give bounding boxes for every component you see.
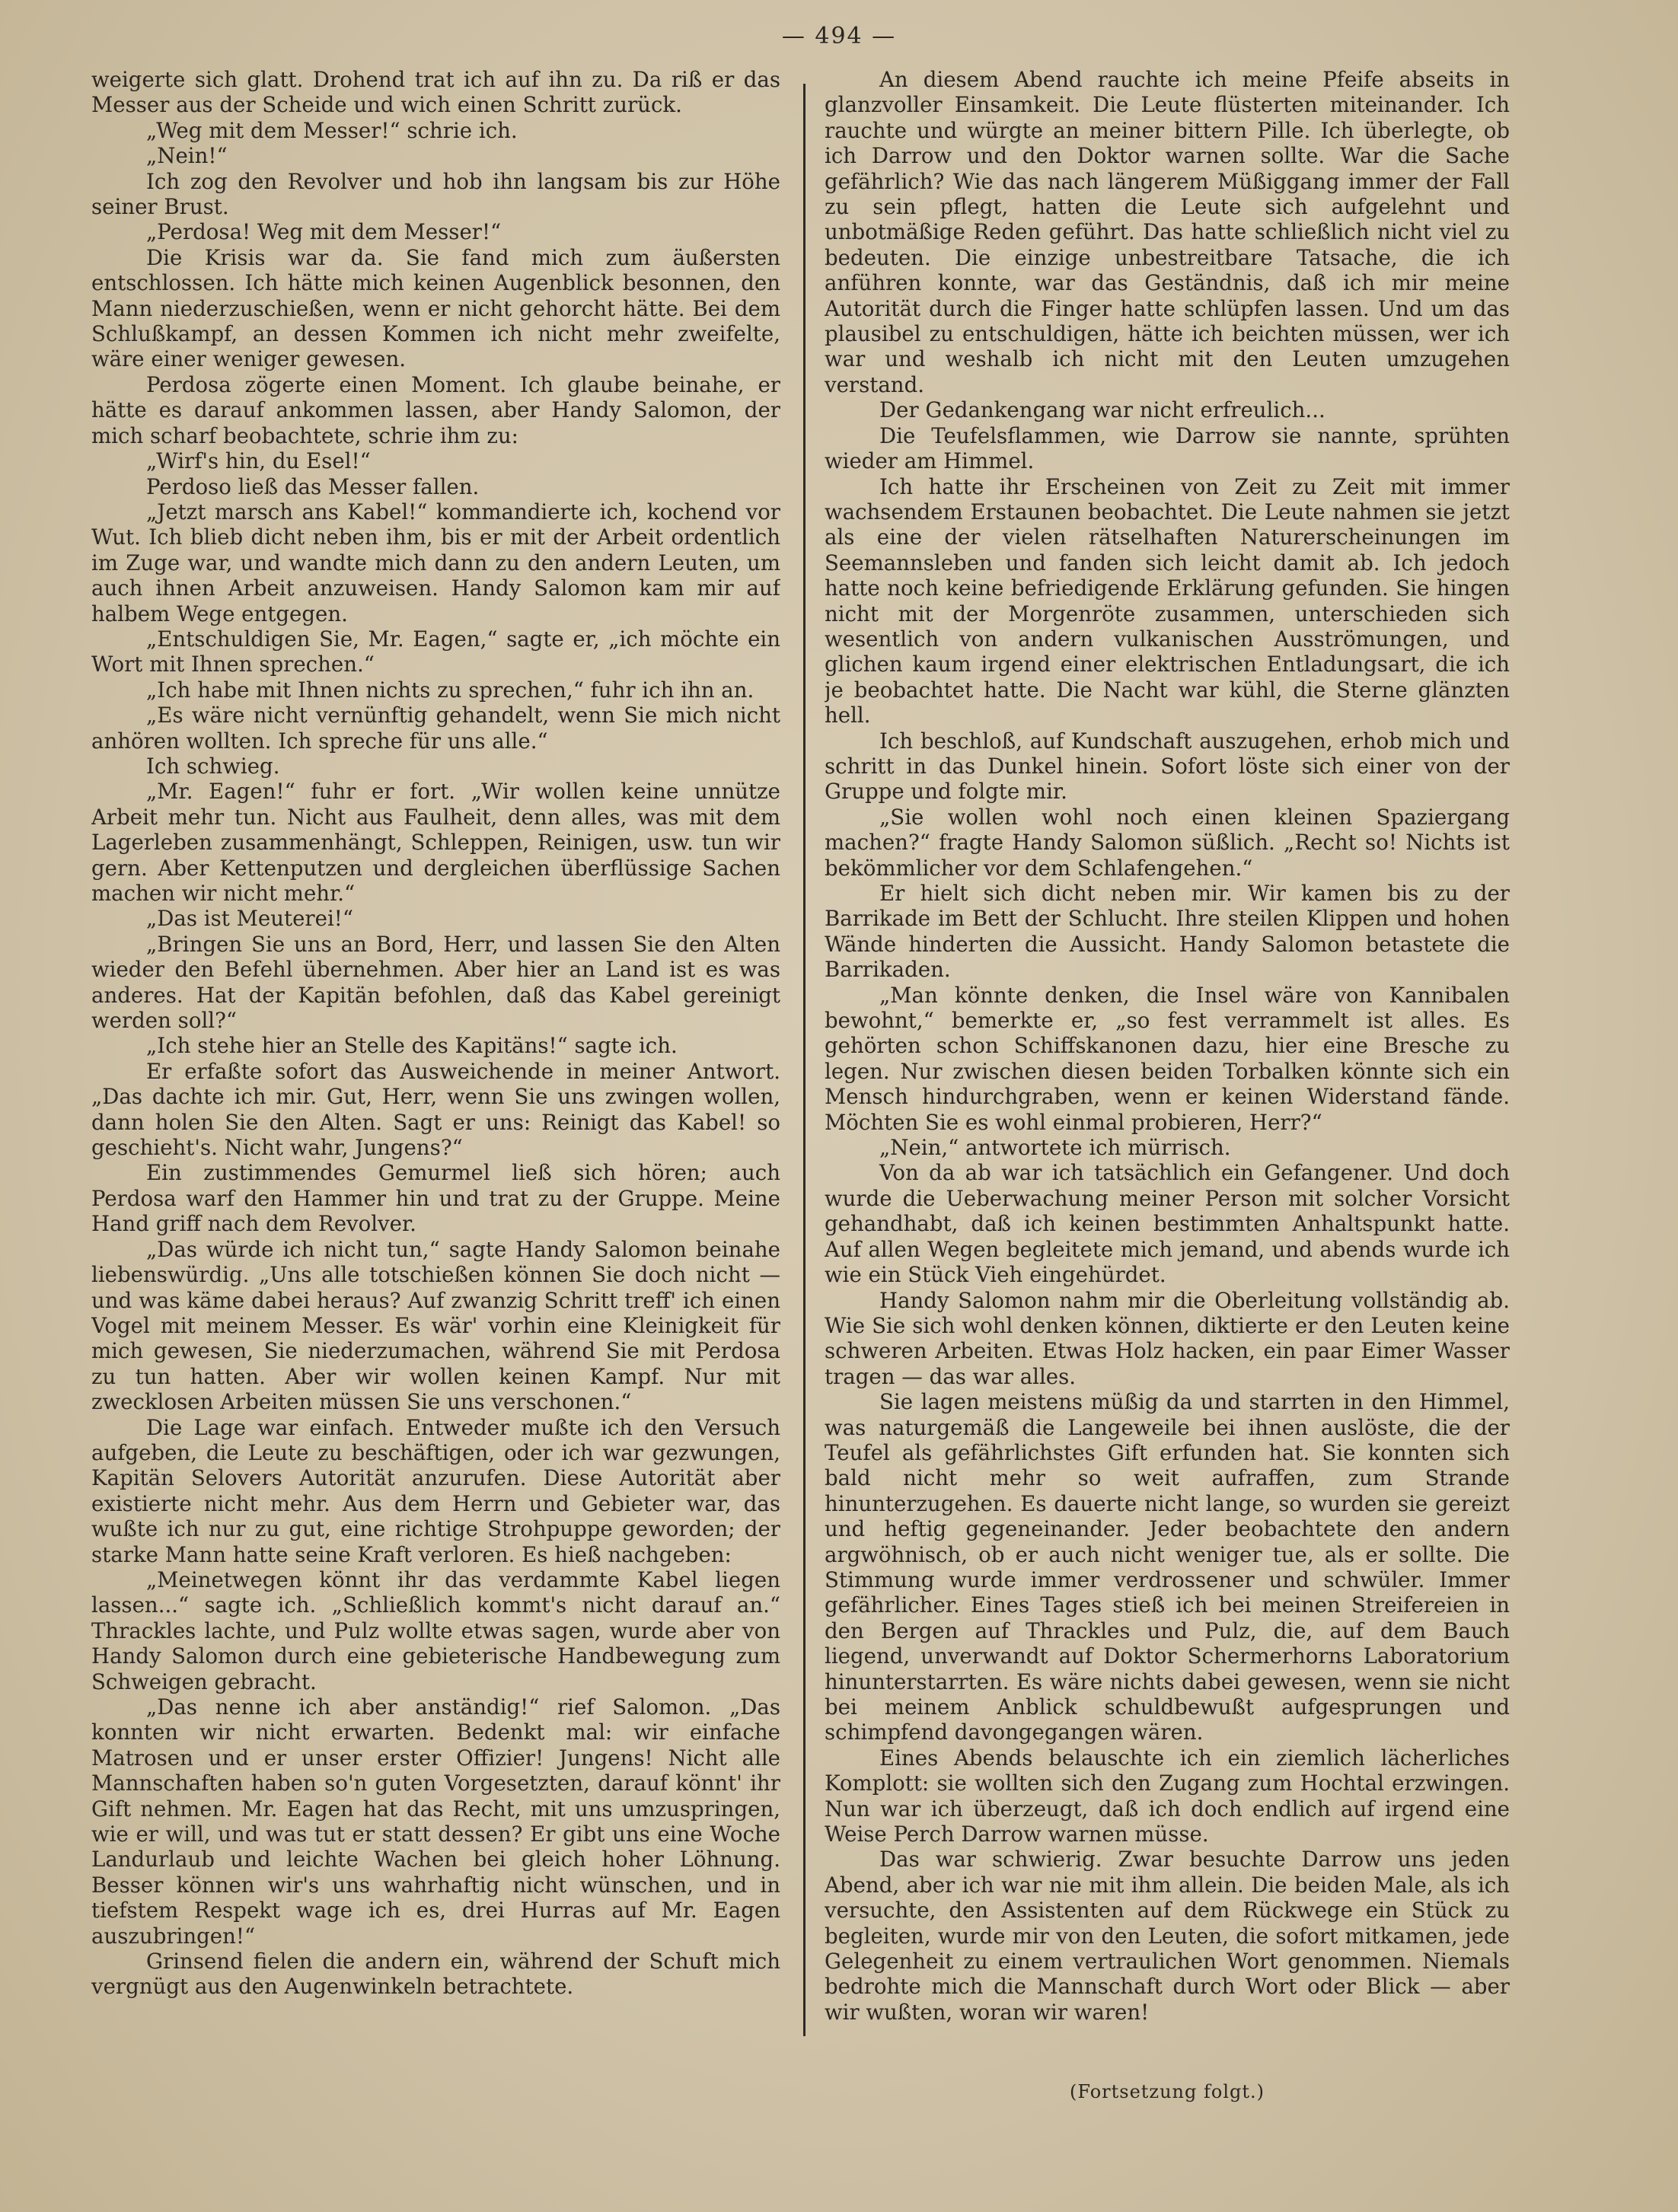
paragraph: Perdosa zögerte einen Moment. Ich glaube beinahe, er hätte es darauf ankommen lassen, aber Handy Salomon, der mich scharf beobachtete, schrie ihm zu: (91, 371, 780, 448)
paragraph: Der Gedankengang war nicht erfreulich... (879, 397, 1325, 423)
paragraph: Die Teufelsflammen, wie Darrow sie nannte, sprühten wieder am Himmel. (825, 422, 1510, 474)
paragraph: Grinsend fielen die andern ein, während der Schuft mich vergnügt aus den Augenwinkeln betrachtete. (91, 1949, 780, 2000)
paragraph: Eines Abends belauschte ich ein ziemlich lächerliches Komplott: sie wollten sich den Zugang zum Hochtal erzwingen. Nun war ich überzeugt, daß ich doch endlich auf irgend eine Weise Perch Darrow warnen müsse. (825, 1745, 1510, 1847)
paragraph: weigerte sich glatt. Drohend trat ich auf ihn zu. Da riß er das Messer aus der Scheide und wich einen Schritt zurück. (91, 67, 780, 118)
paragraph: Von da ab war ich tatsächlich ein Gefangener. Und doch wurde die Ueberwachung meiner Person mit solcher Vorsicht gehandhabt, daß ich keinen bestimmten Anhaltspunkt hatte. Auf allen Wegen begleitete mich jemand, und abends wurde ich wie ein Stück Vieh eingehürdet. (825, 1160, 1510, 1288)
paragraph: „Perdosa! Weg mit dem Messer!“ (146, 219, 502, 245)
left-text-column (91, 67, 780, 2115)
paragraph: „Nein,“ antwortete ich mürrisch. (879, 1135, 1231, 1161)
paragraph: Ich schwieg. (146, 753, 280, 779)
paragraph: Sie lagen meistens müßig da und starrten in den Himmel, was naturgemäß die Langeweile bei ihnen auslöste, die der Teufel als gefährlichstes Gift erfunden hat. Sie konnten sich bald nicht mehr so weit aufraffen, zum Strande hinunterzugehen. Es dauerte nicht lange, so wurden sie gereizt und heftig gegeneinander. Jeder beobachtete den andern argwöhnisch, ob er auch nicht weniger tue, als er sollte. Die Stimmung wurde immer verdrossener und schwüler. Immer gefährlicher. Eines Tages stieß ich bei meinen Streifereien in den Bergen auf Thrackles und Pulz, die, auf dem Bauch liegend, unverwandt auf Doktor Schermerhorns Laboratorium hinunterstarrten. Es wäre nichts dabei gewesen, wenn sie nicht bei meinem Anblick schuldbewußt aufgesprungen und schimpfend davongegangen wären. (825, 1389, 1510, 1745)
paragraph: Die Krisis war da. Sie fand mich zum äußersten entschlossen. Ich hätte mich keinen Augenblick besonnen, den Mann niederzuschießen, wenn er nicht gehorcht hätte. Bei dem Schlußkampf, an dessen Kommen ich nicht mehr zweifelte, wäre einer weniger gewesen. (91, 244, 780, 372)
right-text-column (825, 67, 1510, 2115)
paragraph: „Jetzt marsch ans Kabel!“ kommandierte ich, kochend vor Wut. Ich blieb dicht neben ihm, bis er mit der Arbeit ordentlich im Zuge war, und wandte mich dann zu den andern Leuten, um auch ihnen Arbeit anzuweisen. Handy Salomon kam mir auf halbem Wege entgegen. (91, 499, 780, 626)
paragraph: Ich hatte ihr Erscheinen von Zeit zu Zeit mit immer wachsendem Erstaunen beobachtet. Die Leute nahmen sie jetzt als eine der vielen rätselhaften Naturerscheinungen im Seemannsleben und fanden sich leicht damit ab. Ich jedoch hatte noch keine befriedigende Erklärung gefunden. Sie hingen nicht mit der Morgenröte zusammen, unterschieden sich wesentlich von andern vulkanischen Ausströmungen, und glichen kaum irgend einer elektrischen Entladungsart, die ich je beobachtet hatte. Die Nacht war kühl, die Sterne glänzten hell. (825, 473, 1510, 728)
paragraph: „Nein!“ (146, 143, 228, 169)
paragraph: „Meinetwegen könnt ihr das verdammte Kabel liegen lassen...“ sagte ich. „Schließlich kommt's nicht darauf an.“ Thrackles lachte, und Pulz wollte etwas sagen, wurde aber von Handy Salomon durch eine gebieterische Handbewegung zum Schweigen gebracht. (91, 1567, 780, 1694)
paragraph: „Ich habe mit Ihnen nichts zu sprechen,“ fuhr ich ihn an. (146, 677, 754, 703)
paragraph: Perdoso ließ das Messer fallen. (146, 473, 480, 499)
paragraph: Ein zustimmendes Gemurmel ließ sich hören; auch Perdosa warf den Hammer hin und trat zu der Gruppe. Meine Hand griff nach dem Revolver. (91, 1160, 780, 1237)
paragraph: „Mr. Eagen!“ fuhr er fort. „Wir wollen keine unnütze Arbeit mehr tun. Nicht aus Faulheit, denn alles, was mit dem Lagerleben zusammenhängt, Schleppen, Reinigen, usw. tun wir gern. Aber Kettenputzen und dergleichen überflüssige Sachen machen wir nicht mehr.“ (91, 779, 780, 906)
paragraph: „Das nenne ich aber anständig!“ rief Salomon. „Das konnten wir nicht erwarten. Bedenkt mal: wir einfache Matrosen und er unser erster Offizier! Jungens! Nicht alle Mannschaften haben so'n guten Vorgesetzten, darauf könnt' ihr Gift nehmen. Mr. Eagen hat das Recht, mit uns umzuspringen, wie er will, und was tut er statt dessen? Er gibt uns eine Woche Landurlaub und leichte Wachen bei gleich hoher Löhnung. Besser können wir's uns wahrhaftig nicht wünschen, und in tiefstem Respekt wage ich es, drei Hurras auf Mr. Eagen auszubringen!“ (91, 1694, 780, 1949)
paragraph: „Man könnte denken, die Insel wäre von Kannibalen bewohnt,“ bemerkte er, „so fest verrammelt ist alles. Es gehörten schon Schiffskanonen dazu, hier eine Bresche zu legen. Nur zwischen diesen beiden Torbalken könnte sich ein Mensch hindurchgraben, wenn er keinen Widerstand fände. Möchten Sie es wohl einmal probieren, Herr?“ (825, 982, 1510, 1135)
paragraph: „Bringen Sie uns an Bord, Herr, und lassen Sie den Alten wieder den Befehl übernehmen. Aber hier an Land ist es was anderes. Hat der Kapitän befohlen, daß das Kabel gereinigt werden soll?“ (91, 931, 780, 1034)
paragraph: Ich zog den Revolver und hob ihn langsam bis zur Höhe seiner Brust. (91, 168, 780, 220)
paragraph: Die Lage war einfach. Entweder mußte ich den Versuch aufgeben, die Leute zu beschäftigen, oder ich war gezwungen, Kapitän Selovers Autorität anzurufen. Diese Autorität aber existierte nicht mehr. Aus dem Herrn und Gebieter war, das wußte ich nur zu gut, eine richtige Strohpuppe geworden; der starke Mann hatte seine Kraft verloren. Es hieß nachgeben: (91, 1414, 780, 1567)
paragraph: „Es wäre nicht vernünftig gehandelt, wenn Sie mich nicht anhören wollten. Ich spreche für uns alle.“ (91, 703, 780, 754)
continuation-note: (Fortsetzung folgt.) (1070, 2081, 1265, 2102)
paragraph: „Das ist Meuterei!“ (146, 906, 353, 932)
paragraph: An diesem Abend rauchte ich meine Pfeife abseits in glanzvoller Einsamkeit. Die Leute flüsterten miteinander. Ich rauchte und würgte an meiner bittern Pille. Ich überlegte, ob ich Darrow und den Doktor warnen sollte. War die Sache gefährlich? Wie das nach längerem Müßiggang immer der Fall zu sein pflegt, hatten die Leute sich aufgelehnt und unbotmäßige Reden geführt. Das hatte schließlich nicht viel zu bedeuten. Die einzige unbestreitbare Tatsache, die ich anführen konnte, war das Geständnis, daß ich mir meine Autorität durch die Finger hatte schlüpfen lassen. Und um das plausibel zu entschuldigen, hätte ich beichten müssen, wer ich war und weshalb ich nicht mit den Leuten umzugehen verstand. (825, 67, 1510, 397)
paragraph: „Wirf's hin, du Esel!“ (146, 448, 371, 474)
column-divider (803, 84, 806, 2036)
paragraph: Er erfaßte sofort das Ausweichende in meiner Antwort. „Das dachte ich mir. Gut, Herr, wenn Sie uns zwingen wollen, dann holen Sie den Alten. Sagt er uns: Reinigt das Kabel! so geschieht's. Nicht wahr, Jungens?“ (91, 1058, 780, 1161)
paragraph: Er hielt sich dicht neben mir. Wir kamen bis zu der Barrikade im Bett der Schlucht. Ihre steilen Klippen und hohen Wände hinderten die Aussicht. Handy Salomon betastete die Barrikaden. (825, 881, 1510, 983)
paragraph: „Entschuldigen Sie, Mr. Eagen,“ sagte er, „ich möchte ein Wort mit Ihnen sprechen.“ (91, 626, 780, 677)
paragraph: „Ich stehe hier an Stelle des Kapitäns!“ sagte ich. (146, 1033, 678, 1059)
paragraph: „Sie wollen wohl noch einen kleinen Spaziergang machen?“ fragte Handy Salomon süßlich. „Recht so! Nichts ist bekömmlicher vor dem Schlafengehen.“ (825, 804, 1510, 881)
paragraph: „Weg mit dem Messer!“ schrie ich. (146, 117, 518, 143)
paragraph: Ich beschloß, auf Kundschaft auszugehen, erhob mich und schritt in das Dunkel hinein. Sofort löste sich einer von der Gruppe und folgte mir. (825, 728, 1510, 805)
paragraph: Das war schwierig. Zwar besuchte Darrow uns jeden Abend, aber ich war nie mit ihm allein. Die beiden Male, als ich versuchte, den Assistenten auf dem Rückwege ein Stück zu begleiten, wurde mir von den Leuten, die sofort mitkamen, jede Gelegenheit zu einem vertraulichen Wort genommen. Niemals bedrohte mich die Mannschaft durch Wort oder Blick — aber wir wußten, woran wir waren! (825, 1847, 1510, 2025)
paragraph: Handy Salomon nahm mir die Oberleitung vollständig ab. Wie Sie sich wohl denken können, diktierte er den Leuten keine schweren Arbeiten. Etwas Holz hacken, ein paar Eimer Wasser tragen — das war alles. (825, 1287, 1510, 1389)
page-number: — 494 — (781, 23, 897, 49)
paragraph: „Das würde ich nicht tun,“ sagte Handy Salomon beinahe liebenswürdig. „Uns alle totschießen können Sie doch nicht — und was käme dabei heraus? Auf zwanzig Schritt treff' ich einen Vogel mit meinem Messer. Es wär' vorhin eine Kleinigkeit für mich gewesen, Sie niederzumachen, während Sie mit Perdosa zu tun hatten. Aber wir wollen keinen Kampf. Nur mit zwecklosen Arbeiten müssen Sie uns verschonen.“ (91, 1236, 780, 1415)
